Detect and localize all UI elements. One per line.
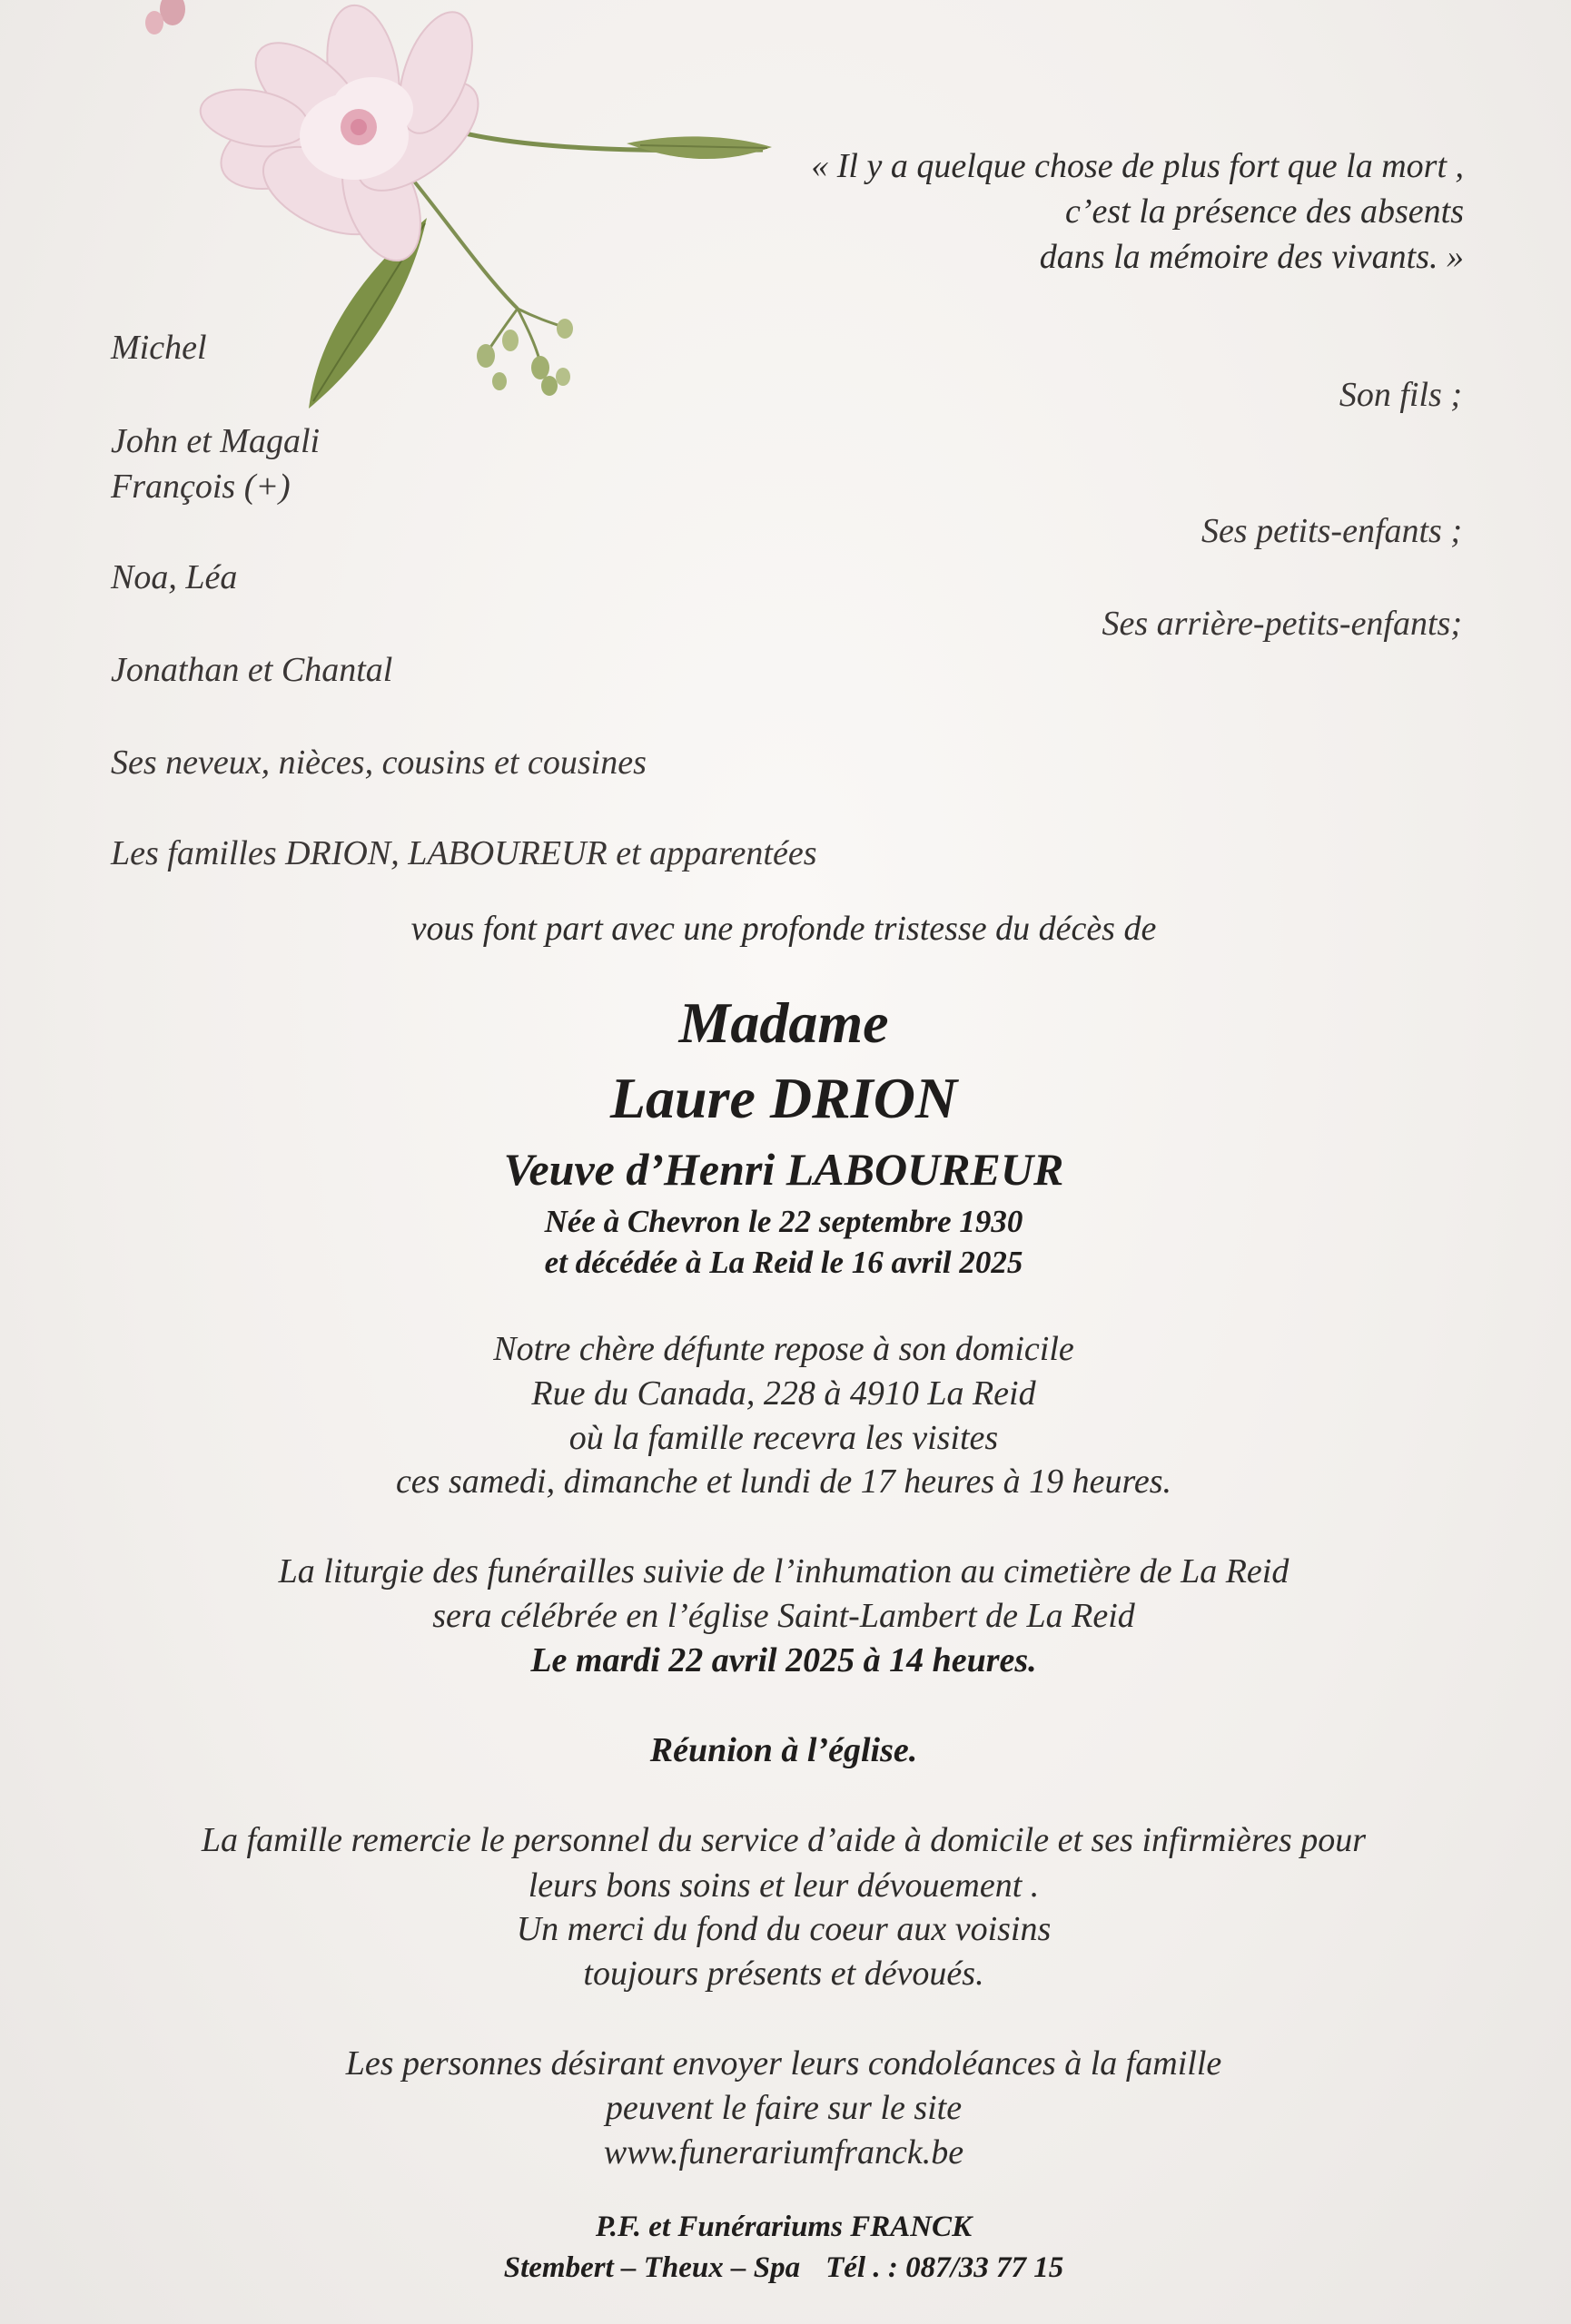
visitation-line-4: ces samedi, dimanche et lundi de 17 heures à 19 heures. bbox=[395, 1462, 1172, 1501]
thanks-line-2: leurs bons soins et leur dévouement . bbox=[528, 1866, 1040, 1905]
grandchildren-label: Ses petits-enfants ; bbox=[1200, 512, 1462, 550]
thanks-line-3: Un merci du fond du coeur aux voisins bbox=[516, 1910, 1052, 1948]
great-grandchildren-names: Noa, Léa bbox=[111, 558, 238, 596]
epigraph-quote bbox=[647, 143, 1464, 280]
death-line: et décédée à La Reid le 16 avril 2025 bbox=[544, 1245, 1023, 1280]
quote-line-1: « Il y a quelque chose de plus fort que la mort , bbox=[811, 147, 1464, 185]
birth-line: Née à Chevron le 22 septembre 1930 bbox=[544, 1204, 1023, 1239]
thanks-line-4: toujours présents et dévoués. bbox=[583, 1955, 984, 1993]
funeral-home-contact bbox=[0, 2248, 1569, 2288]
funeral-date: Le mardi 22 avril 2025 à 14 heures. bbox=[530, 1641, 1037, 1679]
meeting-line: Réunion à l’église. bbox=[649, 1731, 918, 1769]
deceased-name: Laure DRION bbox=[609, 1066, 958, 1130]
grandchildren-line-1: John et Magali bbox=[111, 422, 321, 460]
funeral-home-locations: Stembert – Theux – Spa bbox=[503, 2251, 801, 2284]
families-line: Les familles DRION, LABOUREUR et apparentées bbox=[111, 834, 817, 872]
visitation-line-1: Notre chère défunte repose à son domicile bbox=[493, 1330, 1074, 1368]
condolences-website: www.funerariumfranck.be bbox=[603, 2133, 964, 2171]
funeral-line-2: sera célébrée en l’église Saint-Lambert de La Reid bbox=[432, 1597, 1135, 1635]
widow-of-line: Veuve d’Henri LABOUREUR bbox=[503, 1144, 1064, 1195]
great-grandchildren-label: Ses arrière-petits-enfants; bbox=[1102, 605, 1462, 643]
other-family-names: Jonathan et Chantal bbox=[111, 651, 393, 689]
grandchildren-line-2: François (+) bbox=[111, 468, 291, 506]
funeral-home-name: P.F. et Funérariums FRANCK bbox=[595, 2211, 973, 2243]
announcement-line: vous font part avec une profonde tristesse du décès de bbox=[410, 910, 1157, 948]
deceased-title: Madame bbox=[678, 990, 889, 1055]
funeral-home-phone: Tél . : 087/33 77 15 bbox=[825, 2251, 1064, 2284]
son-name: Michel bbox=[111, 329, 207, 367]
visitation-line-2: Rue du Canada, 228 à 4910 La Reid bbox=[531, 1374, 1036, 1413]
relatives-line: Ses neveux, nièces, cousins et cousines bbox=[111, 743, 647, 782]
son-label: Son fils ; bbox=[1339, 376, 1462, 414]
quote-line-2: c’est la présence des absents bbox=[1065, 192, 1464, 231]
visitation-line-3: où la famille recevra les visites bbox=[568, 1419, 999, 1457]
funeral-line-1: La liturgie des funérailles suivie de l’inhumation au cimetière de La Reid bbox=[278, 1552, 1289, 1590]
thanks-line-1: La famille remercie le personnel du service d’aide à domicile et ses infirmières pour bbox=[201, 1821, 1367, 1859]
condolences-line-2: peuvent le faire sur le site bbox=[605, 2089, 963, 2127]
condolences-line-1: Les personnes désirant envoyer leurs condoléances à la famille bbox=[345, 2044, 1222, 2083]
quote-line-3: dans la mémoire des vivants. » bbox=[1039, 238, 1464, 276]
